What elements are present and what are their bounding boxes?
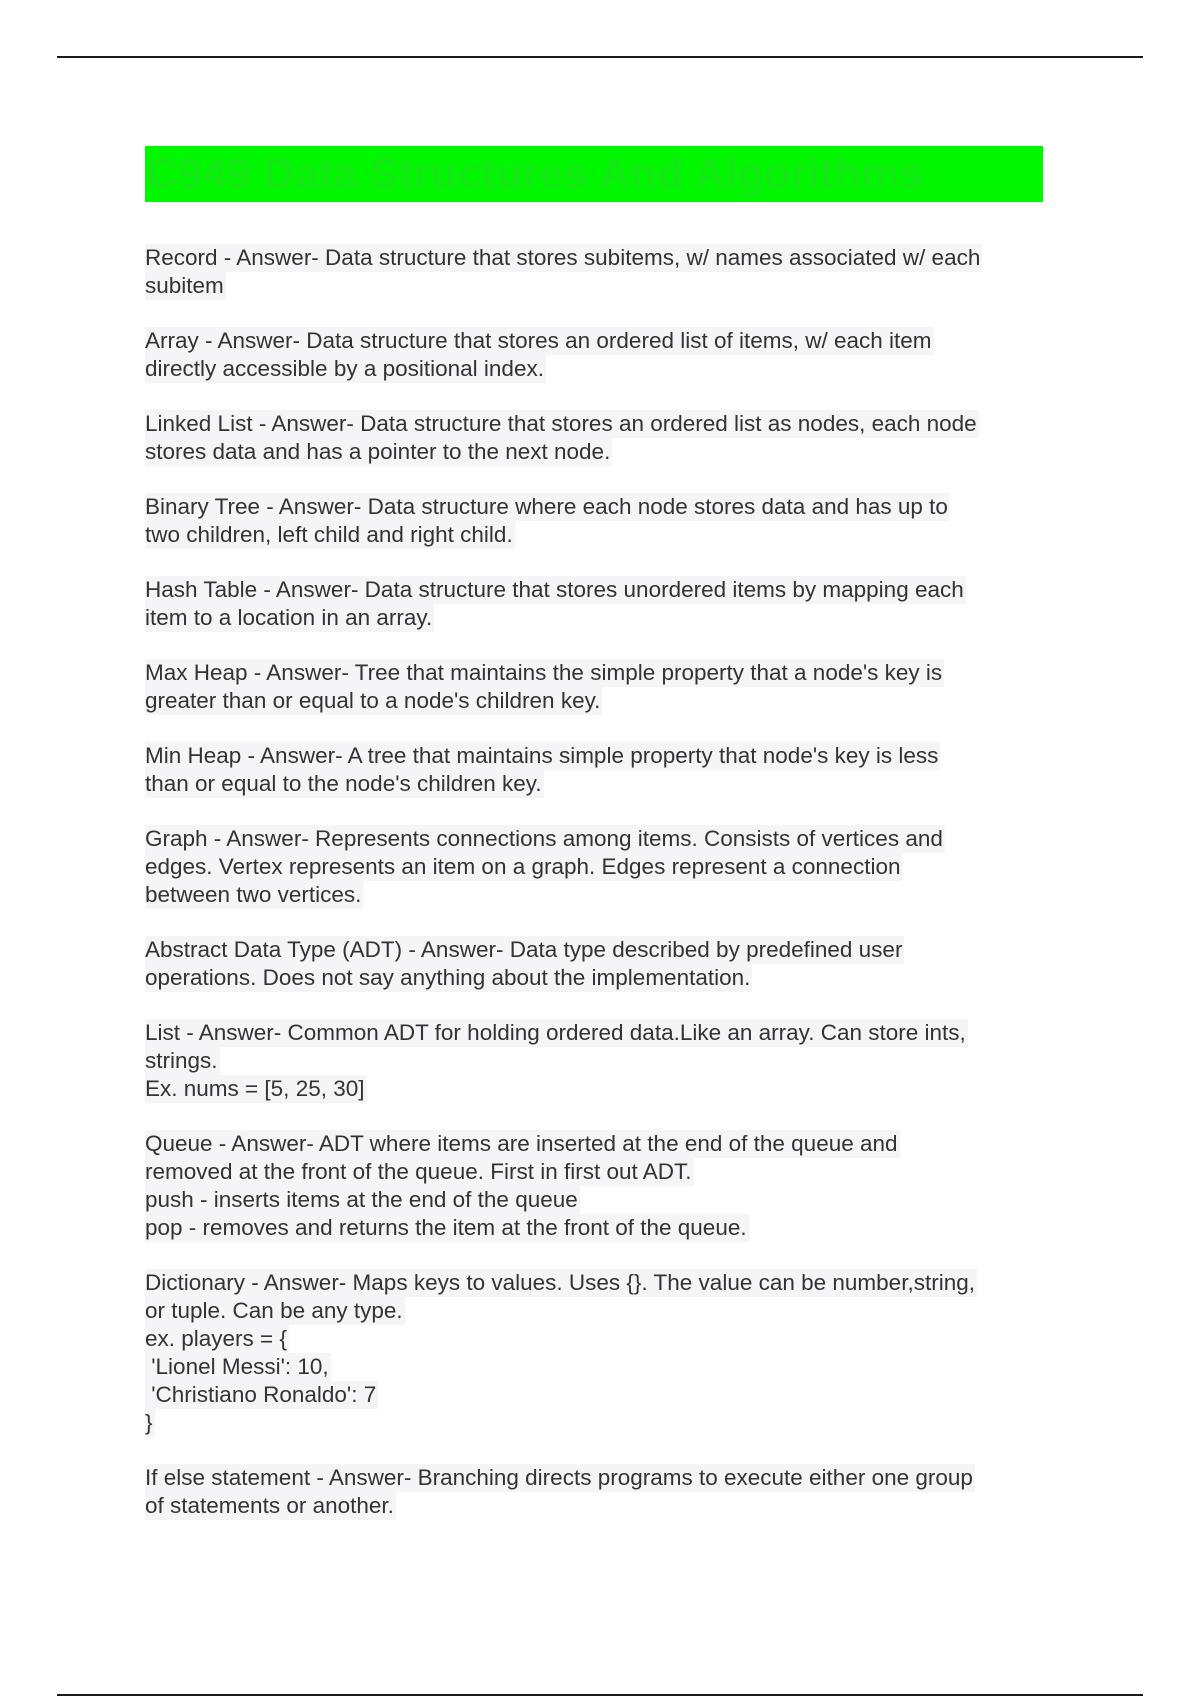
entry-line-row <box>145 1381 1045 1409</box>
entry-line-text: Array - Answer- Data structure that stores an ordered list of items, w/ each item <box>145 328 932 353</box>
flashcard-entry <box>145 659 1045 715</box>
entry-line-text: operations. Does not say anything about the implementation. <box>145 965 751 990</box>
flashcard-entry <box>145 1269 1045 1437</box>
entry-line-row <box>145 1269 1045 1297</box>
entry-line-row <box>145 1158 1045 1186</box>
entry-line-row <box>145 355 1045 383</box>
flashcard-entry <box>145 1130 1045 1242</box>
entry-line-row <box>145 881 1045 909</box>
entry-line-row <box>145 1186 1045 1214</box>
entry-line-row <box>145 1353 1045 1381</box>
entry-line-row <box>145 1325 1045 1353</box>
entry-line-text: Linked List - Answer- Data structure that stores an ordered list as nodes, each node <box>145 411 977 436</box>
entry-line-text: Binary Tree - Answer- Data structure where each node stores data and has up to <box>145 494 948 519</box>
entry-line-text: Min Heap - Answer- A tree that maintains simple property that node's key is less <box>145 743 939 768</box>
entry-line-text: edges. Vertex represents an item on a graph. Edges represent a connection <box>145 854 901 879</box>
flashcard-entry <box>145 576 1045 632</box>
entry-line-text: } <box>145 1410 153 1435</box>
entry-line-text: than or equal to the node's children key. <box>145 771 542 796</box>
entry-line-row <box>145 576 1045 604</box>
entry-line-text: stores data and has a pointer to the next node. <box>145 439 611 464</box>
bottom-rule <box>57 1694 1143 1696</box>
entry-line-row <box>145 687 1045 715</box>
entry-line-text: removed at the front of the queue. First in first out ADT. <box>145 1159 692 1184</box>
entry-line-row <box>145 770 1045 798</box>
entry-line-text: List - Answer- Common ADT for holding ordered data.Like an array. Can store ints, <box>145 1020 966 1045</box>
entry-line-row <box>145 244 1045 272</box>
entry-line-text: Record - Answer- Data structure that stores subitems, w/ names associated w/ each <box>145 245 981 270</box>
entry-line-row <box>145 1492 1045 1520</box>
entry-line-row <box>145 825 1045 853</box>
entry-line-row <box>145 1409 1045 1437</box>
entry-line-row <box>145 1019 1045 1047</box>
flashcard-entry <box>145 1019 1045 1103</box>
entry-line-row <box>145 659 1045 687</box>
entry-line-row <box>145 1130 1045 1158</box>
flashcard-list <box>145 244 1045 1520</box>
entry-line-text: of statements or another. <box>145 1493 394 1518</box>
flashcard-entry <box>145 1464 1045 1520</box>
entry-line-text: 'Lionel Messi': 10, <box>145 1354 329 1379</box>
entry-line-text: If else statement - Answer- Branching directs programs to execute either one group <box>145 1465 973 1490</box>
entry-line-row <box>145 742 1045 770</box>
entry-line-text: subitem <box>145 273 224 298</box>
entry-line-text: two children, left child and right child. <box>145 522 513 547</box>
entry-line-row <box>145 853 1045 881</box>
entry-line-text: Graph - Answer- Represents connections among items. Consists of vertices and <box>145 826 943 851</box>
entry-line-row <box>145 1047 1045 1075</box>
entry-line-row <box>145 493 1045 521</box>
entry-line-row <box>145 327 1045 355</box>
entry-line-text: ex. players = { <box>145 1326 287 1351</box>
title-highlight-bar <box>145 146 1043 202</box>
entry-line-row <box>145 604 1045 632</box>
entry-line-row <box>145 1464 1045 1492</box>
entry-line-row <box>145 272 1045 300</box>
entry-line-text: Ex. nums = [5, 25, 30] <box>145 1076 365 1101</box>
entry-line-text: Max Heap - Answer- Tree that maintains the simple property that a node's key is <box>145 660 943 685</box>
entry-line-text: Hash Table - Answer- Data structure that stores unordered items by mapping each <box>145 577 964 602</box>
entry-line-row <box>145 1214 1045 1242</box>
document-title: C949 Data Structures And Algorithms <box>147 150 924 198</box>
entry-line-row <box>145 1297 1045 1325</box>
flashcard-entry <box>145 936 1045 992</box>
document-body <box>145 146 1045 1547</box>
flashcard-entry <box>145 742 1045 798</box>
entry-line-row <box>145 1075 1045 1103</box>
entry-line-row <box>145 521 1045 549</box>
entry-line-row <box>145 438 1045 466</box>
entry-line-text: strings. <box>145 1048 218 1073</box>
entry-line-text: directly accessible by a positional index. <box>145 356 544 381</box>
flashcard-entry <box>145 327 1045 383</box>
flashcard-entry <box>145 825 1045 909</box>
top-rule <box>57 56 1143 58</box>
flashcard-entry <box>145 244 1045 300</box>
entry-line-text: Dictionary - Answer- Maps keys to values. Uses {}. The value can be number,string, <box>145 1270 975 1295</box>
entry-line-row <box>145 964 1045 992</box>
entry-line-text: Queue - Answer- ADT where items are inserted at the end of the queue and <box>145 1131 898 1156</box>
flashcard-entry <box>145 493 1045 549</box>
entry-line-text: Abstract Data Type (ADT) - Answer- Data type described by predefined user <box>145 937 903 962</box>
entry-line-text: push - inserts items at the end of the queue <box>145 1187 578 1212</box>
entry-line-text: item to a location in an array. <box>145 605 433 630</box>
entry-line-text: pop - removes and returns the item at the front of the queue. <box>145 1215 747 1240</box>
flashcard-entry <box>145 410 1045 466</box>
entry-line-row <box>145 410 1045 438</box>
entry-line-text: 'Christiano Ronaldo': 7 <box>145 1382 377 1407</box>
entry-line-text: or tuple. Can be any type. <box>145 1298 403 1323</box>
entry-line-text: between two vertices. <box>145 882 362 907</box>
entry-line-row <box>145 936 1045 964</box>
entry-line-text: greater than or equal to a node's children key. <box>145 688 601 713</box>
